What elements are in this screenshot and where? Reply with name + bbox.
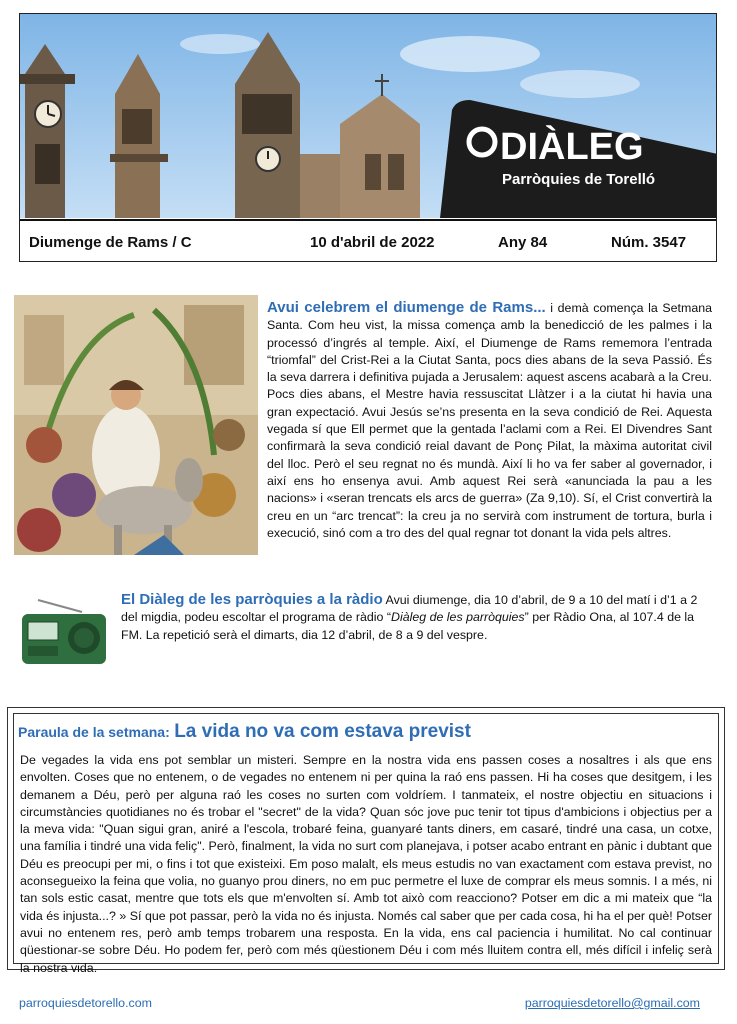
issue-number: Núm. 3547 [611,234,687,251]
article-rams [267,299,712,542]
church-towers-banner [20,14,717,218]
word-of-the-week-body: De vegades la vida ens pot semblar un misteri. Sempre en la nostra vida ens passen coses a nosaltres i als que ens envolten. Coses que no entenem, o de vegades no entenem ni per quina la raó ens passen. Hi ha coses que desitgem, i les demanem a Déu, però per alguna raó les coses no surten com voldríem. I tanmateix, el nostre objectiu en situacions i circumstàncies quotidianes no és trobar el "secret" de la vida? Quan sóc jove puc tenir tot tipus d'ambicions i objectius per a la meva vida: "Quan sigui gran, aniré a l'escola, trobaré feina, guanyaré tants diners, em casaré, tindré una casa, un cotxe, una família i tindré una vida feliç". Però, finalment, la vida no surt com planejava, i potser acabo entrant en pànic i dubtant que Déu es preocupi per mi, o fins i tot que existeixi. Em poso malalt, els meus estudis no van exactament com estava previst, no aconsegueixo la feina que volia, no guanyo prou diners, no em puc permetre el luxe de comprar els meus somnis. I a més, ni tan sols estic casat, mentre que tots els que m'envolten sí. Amb tot això com reacciono? Potser em dic a mi mateix que “la vida és injusta...? » Sí que pot passar, però la vida no és injusta. Només cal saber que per cada cosa, hi ha el per què! Potser avui no entenem res, però amb temps trobarem una resposta. En la vida, ens cal paciencia i humilitat. No cal continuar qüestionar-se sobre Déu. Ho podem fer, però com més qüestionem Déu i com més lluitem contra ell, més difícil i infeliç serà la nostra vida. [20,753,712,975]
logo-subtitle: Parròquies de Torelló [502,171,656,188]
article-radio [121,591,712,644]
article-radio-title: El Diàleg de les parròquies a la ràdio [121,591,383,608]
radio-program-name: Diàleg de les parròquies [391,610,525,625]
word-of-the-week-label: Paraula de la setmana: [18,724,170,740]
palm-sunday-painting [14,295,258,555]
liturgical-day: Diumenge de Rams / C [29,234,192,251]
radio-icon [20,598,108,666]
word-of-the-week-heading [18,721,471,743]
article-rams-title: Avui celebrem el diumenge de Rams... [267,299,546,316]
issue-info-bar [20,219,717,262]
masthead [19,13,717,262]
word-of-the-week-title: La vida no va com estava previst [174,721,471,742]
issue-year: Any 84 [498,234,548,251]
article-radio-body-before: Avui diumenge, dia 10 d’abril, de 9 a 10 del matí i d’1 a 2 del migdia, podeu escoltar el programa de ràdio “ [121,593,698,625]
issue-date: 10 d'abril de 2022 [310,234,435,251]
word-of-the-week-box [7,707,725,975]
logo-title: DIÀLEG [500,126,644,168]
footer-email-link[interactable]: parroquiesdetorello@gmail.com [524,996,700,1010]
article-radio-body-after: ” per Ràdio Ona, al 107.4 de la FM. La repetició serà el dimarts, dia 12 d’abril, de 8 a 9 del vespre. [121,610,695,642]
article-rams-body: i demà comença la Setmana Santa. Com heu vist, la missa comença amb la benedicció de les palmes i la processó d’ingrés al temple. Així, el Diumenge de Rams rememora l’entrada “triomfal” del Crist-Rei a la Ciutat Santa, pocs dies abans de la seva Passió. És la seva darrera i definitiva pujada a Jerusalem: aquest ascens acabarà a la Creu. Pocs dies abans, el Mestre havia ressuscitat Llàtzer i a la ciutat hi havia una gran expectació. Avui Jesús se’ns presenta en la seva condició de Rei. Aquesta vegada sí que Ell permet que la gentada l’aclami com a Rei. El Divendres Sant confirmarà la seva condició reial davant de Ponç Pilat, la màxima autoritat civil del lloc. Però el seu regnat no és mundà. Així li ho va fer saber al governador, i així ens ho ensenya avui. Amb aquest Rei serà «anunciada la pau a les nacions» i «seran trencats els arcs de guerra» (Za 9,10). Sí, el Crist convertirà la creu en un “arc trencat”: la creu ja no servirà com instrument de tortura, burla i execució, sinó com a tro des del qual regnar tot donant la vida pels altres. [267,301,712,540]
footer-website[interactable]: parroquiesdetorello.com [19,996,152,1010]
